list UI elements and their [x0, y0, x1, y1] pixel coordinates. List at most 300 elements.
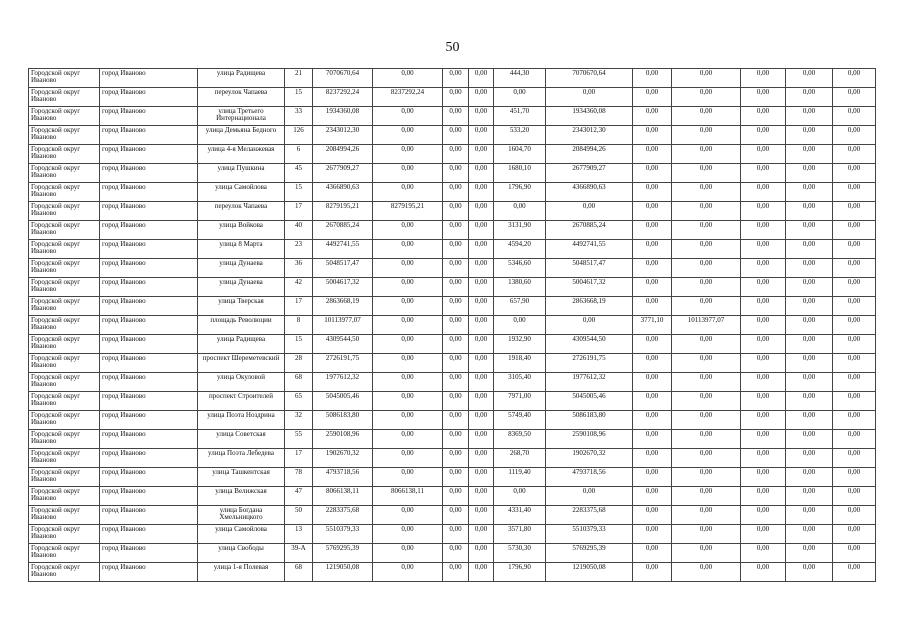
cell-area: 1796,90	[494, 563, 546, 582]
cell-total-cost: 8237292,24	[313, 88, 373, 107]
cell-col-8: 0,00	[469, 354, 494, 373]
cell-col-6: 0,00	[373, 544, 443, 563]
cell-col-14: 0,00	[786, 297, 833, 316]
cell-municipality: Городской округ Иваново	[29, 544, 100, 563]
cell-area: 268,70	[494, 449, 546, 468]
cell-municipality: Городской округ Иваново	[29, 449, 100, 468]
cell-col-15: 0,00	[833, 183, 876, 202]
cell-col-12: 0,00	[672, 69, 741, 88]
cell-col-8: 0,00	[469, 202, 494, 221]
cell-col-13: 0,00	[741, 297, 786, 316]
cell-street: улица 1-я Полевая	[198, 563, 285, 582]
table-row	[29, 354, 876, 373]
cell-street: улица Дунаева	[198, 278, 285, 297]
cell-total-cost: 8066138,11	[313, 487, 373, 506]
cell-house-number: 39-А	[285, 544, 313, 563]
table-row	[29, 183, 876, 202]
cell-col-11: 0,00	[633, 544, 672, 563]
cell-total-cost: 2863668,19	[313, 297, 373, 316]
cell-col-12: 0,00	[672, 563, 741, 582]
cell-col-11: 0,00	[633, 487, 672, 506]
cell-col-8: 0,00	[469, 316, 494, 335]
cell-settlement: город Иваново	[100, 164, 198, 183]
cell-col-13: 0,00	[741, 487, 786, 506]
cell-street: улица Дунаева	[198, 259, 285, 278]
cell-col-7: 0,00	[443, 164, 469, 183]
cell-col-6: 0,00	[373, 316, 443, 335]
cell-settlement: город Иваново	[100, 373, 198, 392]
cell-col-6: 0,00	[373, 183, 443, 202]
cell-area: 533,20	[494, 126, 546, 145]
cell-municipality: Городской округ Иваново	[29, 335, 100, 354]
cell-col-7: 0,00	[443, 335, 469, 354]
cell-area: 0,00	[494, 487, 546, 506]
cell-settlement: город Иваново	[100, 544, 198, 563]
cell-total-cost: 1934360,08	[313, 107, 373, 126]
cell-col-12: 0,00	[672, 373, 741, 392]
cell-col-11: 0,00	[633, 145, 672, 164]
cell-street: проспект Шереметевский	[198, 354, 285, 373]
cell-col-6: 0,00	[373, 430, 443, 449]
cell-col-14: 0,00	[786, 373, 833, 392]
cell-municipality: Городской округ Иваново	[29, 525, 100, 544]
cell-house-number: 15	[285, 335, 313, 354]
cell-total-cost: 10113977,07	[313, 316, 373, 335]
cell-house-number: 21	[285, 69, 313, 88]
table-row	[29, 297, 876, 316]
cell-col-8: 0,00	[469, 107, 494, 126]
cell-col-14: 0,00	[786, 392, 833, 411]
cell-municipality: Городской округ Иваново	[29, 563, 100, 582]
cell-settlement: город Иваново	[100, 525, 198, 544]
cell-col-13: 0,00	[741, 430, 786, 449]
table-row	[29, 240, 876, 259]
table-row	[29, 430, 876, 449]
cell-col-13: 0,00	[741, 259, 786, 278]
cell-col-8: 0,00	[469, 69, 494, 88]
cell-col-15: 0,00	[833, 126, 876, 145]
cell-col-6: 0,00	[373, 563, 443, 582]
cell-col-14: 0,00	[786, 221, 833, 240]
cell-col-6: 8237292,24	[373, 88, 443, 107]
cell-col-7: 0,00	[443, 126, 469, 145]
cell-col-12: 0,00	[672, 297, 741, 316]
cell-col-13: 0,00	[741, 145, 786, 164]
cell-col-8: 0,00	[469, 259, 494, 278]
cell-col-14: 0,00	[786, 126, 833, 145]
cell-col-14: 0,00	[786, 506, 833, 525]
cell-house-number: 55	[285, 430, 313, 449]
cell-col-10: 2863668,19	[546, 297, 633, 316]
cell-col-10: 5086183,80	[546, 411, 633, 430]
cell-col-14: 0,00	[786, 145, 833, 164]
cell-street: улица Демьяна Бедного	[198, 126, 285, 145]
cell-settlement: город Иваново	[100, 297, 198, 316]
cell-col-15: 0,00	[833, 297, 876, 316]
cell-area: 657,90	[494, 297, 546, 316]
cell-col-8: 0,00	[469, 430, 494, 449]
cell-municipality: Городской округ Иваново	[29, 164, 100, 183]
cell-house-number: 36	[285, 259, 313, 278]
cell-col-10: 4309544,50	[546, 335, 633, 354]
cell-col-15: 0,00	[833, 430, 876, 449]
cell-col-13: 0,00	[741, 449, 786, 468]
cell-col-8: 0,00	[469, 240, 494, 259]
table-row	[29, 126, 876, 145]
cell-col-15: 0,00	[833, 411, 876, 430]
cell-total-cost: 2670885,24	[313, 221, 373, 240]
table-row	[29, 392, 876, 411]
cell-col-11: 0,00	[633, 297, 672, 316]
cell-area: 5749,40	[494, 411, 546, 430]
cell-settlement: город Иваново	[100, 107, 198, 126]
cell-col-12: 10113977,07	[672, 316, 741, 335]
table-row	[29, 449, 876, 468]
cell-col-12: 0,00	[672, 88, 741, 107]
cell-municipality: Городской округ Иваново	[29, 468, 100, 487]
cell-col-8: 0,00	[469, 487, 494, 506]
cell-col-6: 0,00	[373, 278, 443, 297]
cell-col-6: 0,00	[373, 411, 443, 430]
cell-total-cost: 2283375,68	[313, 506, 373, 525]
cell-col-13: 0,00	[741, 392, 786, 411]
cell-settlement: город Иваново	[100, 221, 198, 240]
cell-col-15: 0,00	[833, 506, 876, 525]
cell-col-6: 0,00	[373, 297, 443, 316]
cell-col-15: 0,00	[833, 449, 876, 468]
cell-col-15: 0,00	[833, 563, 876, 582]
cell-col-14: 0,00	[786, 240, 833, 259]
cell-col-12: 0,00	[672, 525, 741, 544]
cell-municipality: Городской округ Иваново	[29, 221, 100, 240]
cell-col-14: 0,00	[786, 525, 833, 544]
cell-street: улица Радищева	[198, 335, 285, 354]
cell-area: 8369,50	[494, 430, 546, 449]
cell-col-7: 0,00	[443, 145, 469, 164]
cell-col-13: 0,00	[741, 69, 786, 88]
cell-col-12: 0,00	[672, 487, 741, 506]
cell-col-8: 0,00	[469, 183, 494, 202]
cell-col-6: 0,00	[373, 259, 443, 278]
cell-area: 3571,80	[494, 525, 546, 544]
cell-col-7: 0,00	[443, 88, 469, 107]
cell-street: переулок Чапаева	[198, 88, 285, 107]
cell-col-11: 0,00	[633, 468, 672, 487]
cell-col-10: 7070670,64	[546, 69, 633, 88]
cell-col-10: 0,00	[546, 487, 633, 506]
cell-total-cost: 5004617,32	[313, 278, 373, 297]
cell-col-14: 0,00	[786, 411, 833, 430]
cell-settlement: город Иваново	[100, 240, 198, 259]
cell-col-14: 0,00	[786, 316, 833, 335]
cell-area: 3131,90	[494, 221, 546, 240]
cell-col-8: 0,00	[469, 297, 494, 316]
cell-col-14: 0,00	[786, 354, 833, 373]
cell-total-cost: 5086183,80	[313, 411, 373, 430]
cell-col-11: 0,00	[633, 563, 672, 582]
cell-area: 1932,90	[494, 335, 546, 354]
cell-col-7: 0,00	[443, 506, 469, 525]
cell-col-13: 0,00	[741, 411, 786, 430]
cell-house-number: 78	[285, 468, 313, 487]
table-row	[29, 373, 876, 392]
cell-col-7: 0,00	[443, 240, 469, 259]
cell-col-6: 0,00	[373, 126, 443, 145]
cell-col-15: 0,00	[833, 373, 876, 392]
cell-col-11: 0,00	[633, 373, 672, 392]
cell-house-number: 45	[285, 164, 313, 183]
cell-col-8: 0,00	[469, 525, 494, 544]
table-row	[29, 88, 876, 107]
cell-area: 1796,90	[494, 183, 546, 202]
cell-col-12: 0,00	[672, 164, 741, 183]
table-row	[29, 145, 876, 164]
cell-col-11: 0,00	[633, 69, 672, 88]
cell-col-10: 5045005,46	[546, 392, 633, 411]
cell-house-number: 15	[285, 183, 313, 202]
cell-col-15: 0,00	[833, 544, 876, 563]
cell-municipality: Городской округ Иваново	[29, 183, 100, 202]
cell-municipality: Городской округ Иваново	[29, 506, 100, 525]
cell-col-15: 0,00	[833, 487, 876, 506]
cell-col-13: 0,00	[741, 278, 786, 297]
cell-settlement: город Иваново	[100, 316, 198, 335]
cell-col-7: 0,00	[443, 430, 469, 449]
cell-col-11: 0,00	[633, 411, 672, 430]
cell-col-10: 0,00	[546, 202, 633, 221]
cell-municipality: Городской округ Иваново	[29, 145, 100, 164]
cell-total-cost: 4366890,63	[313, 183, 373, 202]
cell-total-cost: 5045005,46	[313, 392, 373, 411]
table-row	[29, 468, 876, 487]
cell-street: улица Поэта Ноздрина	[198, 411, 285, 430]
cell-col-6: 0,00	[373, 449, 443, 468]
cell-col-13: 0,00	[741, 183, 786, 202]
cell-col-13: 0,00	[741, 506, 786, 525]
cell-col-12: 0,00	[672, 126, 741, 145]
cell-col-7: 0,00	[443, 297, 469, 316]
cell-municipality: Городской округ Иваново	[29, 259, 100, 278]
cell-col-6: 0,00	[373, 145, 443, 164]
cell-col-15: 0,00	[833, 392, 876, 411]
cell-col-6: 0,00	[373, 335, 443, 354]
cell-col-14: 0,00	[786, 88, 833, 107]
cell-col-13: 0,00	[741, 88, 786, 107]
cell-col-8: 0,00	[469, 411, 494, 430]
cell-municipality: Городской округ Иваново	[29, 126, 100, 145]
cell-col-14: 0,00	[786, 449, 833, 468]
cell-total-cost: 5048517,47	[313, 259, 373, 278]
cell-street: улица Третьего Интернационала	[198, 107, 285, 126]
cell-col-10: 5510379,33	[546, 525, 633, 544]
cell-col-7: 0,00	[443, 544, 469, 563]
cell-col-12: 0,00	[672, 430, 741, 449]
cell-col-12: 0,00	[672, 107, 741, 126]
cell-col-10: 2677909,27	[546, 164, 633, 183]
cell-col-15: 0,00	[833, 354, 876, 373]
cell-total-cost: 5769295,39	[313, 544, 373, 563]
cell-area: 0,00	[494, 316, 546, 335]
cell-area: 0,00	[494, 88, 546, 107]
cell-municipality: Городской округ Иваново	[29, 487, 100, 506]
cell-area: 5730,30	[494, 544, 546, 563]
cell-col-12: 0,00	[672, 278, 741, 297]
cell-col-10: 2084994,26	[546, 145, 633, 164]
cell-col-7: 0,00	[443, 259, 469, 278]
cell-house-number: 126	[285, 126, 313, 145]
cell-col-8: 0,00	[469, 145, 494, 164]
cell-col-13: 0,00	[741, 525, 786, 544]
cell-total-cost: 4793718,56	[313, 468, 373, 487]
cell-col-7: 0,00	[443, 183, 469, 202]
cell-street: проспект Строителей	[198, 392, 285, 411]
cell-col-7: 0,00	[443, 563, 469, 582]
cell-col-7: 0,00	[443, 221, 469, 240]
cell-col-6: 0,00	[373, 69, 443, 88]
cell-col-11: 0,00	[633, 126, 672, 145]
cell-settlement: город Иваново	[100, 411, 198, 430]
cell-house-number: 68	[285, 563, 313, 582]
cell-total-cost: 8279195,21	[313, 202, 373, 221]
cell-col-15: 0,00	[833, 145, 876, 164]
cell-col-10: 2726191,75	[546, 354, 633, 373]
cell-col-12: 0,00	[672, 506, 741, 525]
cell-col-15: 0,00	[833, 221, 876, 240]
cell-col-11: 0,00	[633, 164, 672, 183]
cell-col-11: 0,00	[633, 449, 672, 468]
cell-col-8: 0,00	[469, 278, 494, 297]
cell-col-12: 0,00	[672, 183, 741, 202]
cell-street: улица Тверская	[198, 297, 285, 316]
cell-col-13: 0,00	[741, 126, 786, 145]
cell-col-11: 0,00	[633, 506, 672, 525]
cell-col-14: 0,00	[786, 468, 833, 487]
cell-col-14: 0,00	[786, 69, 833, 88]
page-number: 50	[445, 40, 460, 55]
table-row	[29, 487, 876, 506]
cell-municipality: Городской округ Иваново	[29, 240, 100, 259]
cell-col-14: 0,00	[786, 183, 833, 202]
cell-col-12: 0,00	[672, 240, 741, 259]
table-row	[29, 278, 876, 297]
table-row	[29, 506, 876, 525]
cell-col-6: 0,00	[373, 164, 443, 183]
cell-col-15: 0,00	[833, 107, 876, 126]
cell-col-6: 0,00	[373, 107, 443, 126]
cell-col-13: 0,00	[741, 544, 786, 563]
cell-settlement: город Иваново	[100, 506, 198, 525]
cell-col-14: 0,00	[786, 563, 833, 582]
cell-street: улица Советская	[198, 430, 285, 449]
cell-col-10: 2343012,30	[546, 126, 633, 145]
table-row	[29, 335, 876, 354]
cell-street: улица Войкова	[198, 221, 285, 240]
cell-col-10: 1902670,32	[546, 449, 633, 468]
table-row	[29, 164, 876, 183]
cell-house-number: 15	[285, 88, 313, 107]
cell-col-6: 8066138,11	[373, 487, 443, 506]
cell-municipality: Городской округ Иваново	[29, 392, 100, 411]
cell-col-15: 0,00	[833, 525, 876, 544]
cell-area: 3105,40	[494, 373, 546, 392]
cell-col-12: 0,00	[672, 392, 741, 411]
cell-col-6: 0,00	[373, 468, 443, 487]
cell-col-8: 0,00	[469, 335, 494, 354]
table-row	[29, 69, 876, 88]
cell-col-11: 0,00	[633, 278, 672, 297]
cell-area: 5346,60	[494, 259, 546, 278]
cell-col-7: 0,00	[443, 487, 469, 506]
cell-col-10: 0,00	[546, 316, 633, 335]
cell-total-cost: 1977612,32	[313, 373, 373, 392]
cell-settlement: город Иваново	[100, 88, 198, 107]
cell-house-number: 6	[285, 145, 313, 164]
cell-col-14: 0,00	[786, 278, 833, 297]
cell-col-8: 0,00	[469, 126, 494, 145]
cell-area: 0,00	[494, 202, 546, 221]
cell-col-12: 0,00	[672, 145, 741, 164]
cell-municipality: Городской округ Иваново	[29, 430, 100, 449]
cell-col-15: 0,00	[833, 69, 876, 88]
cell-total-cost: 1219050,08	[313, 563, 373, 582]
cell-total-cost: 2343012,30	[313, 126, 373, 145]
cell-col-6: 0,00	[373, 221, 443, 240]
cell-area: 1380,60	[494, 278, 546, 297]
cell-col-15: 0,00	[833, 335, 876, 354]
cell-municipality: Городской округ Иваново	[29, 278, 100, 297]
cell-col-10: 1219050,08	[546, 563, 633, 582]
cell-col-6: 8279195,21	[373, 202, 443, 221]
cell-settlement: город Иваново	[100, 278, 198, 297]
cell-area: 7971,00	[494, 392, 546, 411]
cell-col-10: 5769295,39	[546, 544, 633, 563]
cell-col-8: 0,00	[469, 449, 494, 468]
cell-house-number: 47	[285, 487, 313, 506]
cell-col-13: 0,00	[741, 354, 786, 373]
table-row	[29, 544, 876, 563]
cell-house-number: 65	[285, 392, 313, 411]
cell-municipality: Городской округ Иваново	[29, 373, 100, 392]
cell-col-8: 0,00	[469, 563, 494, 582]
cell-street: улица Радищева	[198, 69, 285, 88]
cell-settlement: город Иваново	[100, 202, 198, 221]
cell-col-6: 0,00	[373, 240, 443, 259]
cell-municipality: Городской округ Иваново	[29, 354, 100, 373]
table-row	[29, 525, 876, 544]
cell-total-cost: 7070670,64	[313, 69, 373, 88]
cell-municipality: Городской округ Иваново	[29, 411, 100, 430]
cell-settlement: город Иваново	[100, 259, 198, 278]
cell-col-7: 0,00	[443, 525, 469, 544]
cell-col-11: 0,00	[633, 202, 672, 221]
table-row	[29, 259, 876, 278]
cell-area: 1918,40	[494, 354, 546, 373]
cell-col-8: 0,00	[469, 392, 494, 411]
cell-col-10: 4366890,63	[546, 183, 633, 202]
cell-street: улица 4-я Меланжевая	[198, 145, 285, 164]
cell-house-number: 32	[285, 411, 313, 430]
cell-col-6: 0,00	[373, 525, 443, 544]
cell-total-cost: 2084994,26	[313, 145, 373, 164]
cell-house-number: 13	[285, 525, 313, 544]
table-row	[29, 563, 876, 582]
cell-street: переулок Чапаева	[198, 202, 285, 221]
cell-settlement: город Иваново	[100, 563, 198, 582]
cell-house-number: 23	[285, 240, 313, 259]
cell-settlement: город Иваново	[100, 126, 198, 145]
cell-total-cost: 2726191,75	[313, 354, 373, 373]
cell-col-10: 5004617,32	[546, 278, 633, 297]
